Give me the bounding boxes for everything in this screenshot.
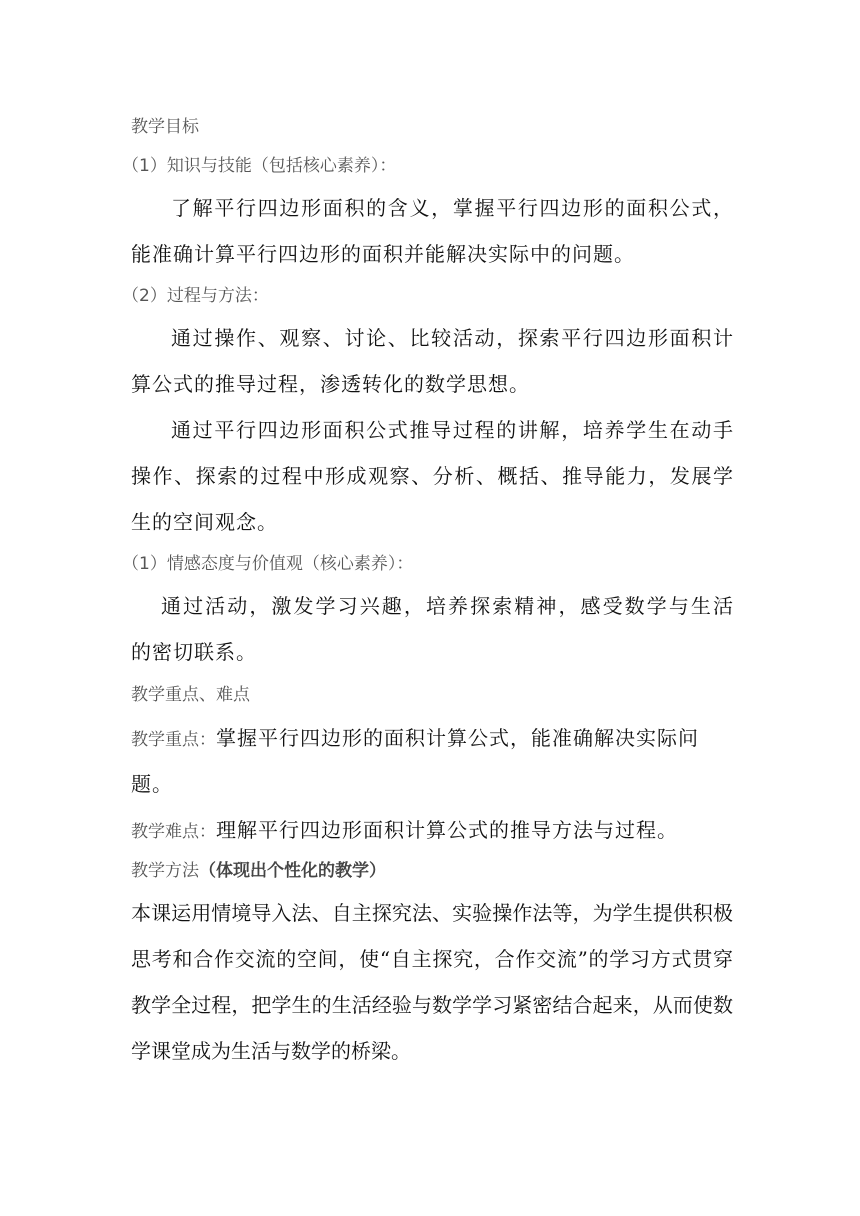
process-heading: （2）过程与方法：	[122, 286, 269, 306]
process-text-2-line-2: 操作、探索的过程中形成观察、分析、概括、推导能力，发展学	[131, 464, 733, 488]
methods-heading-note: （体现出个性化的教学）	[199, 861, 386, 881]
key-point-line-2: 题。	[131, 772, 173, 796]
methods-text-line-1: 本课运用情境导入法、自主探究法、实验操作法等，为学生提供积极	[131, 901, 733, 925]
emotion-text-line-1: 通过活动，激发学习兴趣，培养探索精神，感受数学与生活	[161, 594, 733, 618]
emotion-text-line-2: 的密切联系。	[131, 640, 257, 664]
process-text-1-line-1: 通过操作、观察、讨论、比较活动，探索平行四边形面积计	[171, 326, 733, 350]
process-text-1-line-2: 算公式的推导过程，渗透转化的数学思想。	[131, 372, 530, 396]
key-point-text: 掌握平行四边形的面积计算公式，能准确解决实际问	[216, 726, 699, 750]
objectives-heading: 教学目标	[131, 117, 199, 137]
process-text-2-line-1: 通过平行四边形面积公式推导过程的讲解，培养学生在动手	[171, 418, 733, 442]
difficulty-label: 教学难点：	[131, 822, 216, 842]
methods-heading-line	[131, 857, 733, 885]
difficulty-text: 理解平行四边形面积计算公式的推导方法与过程。	[216, 818, 678, 842]
emotion-heading: （1）情感态度与价值观（核心素养）：	[122, 554, 414, 574]
difficulty-line	[131, 813, 733, 847]
key-point-label: 教学重点：	[131, 730, 216, 750]
methods-text-line-3: 教学全过程，把学生的生活经验与数学学习紧密结合起来，从而使数	[131, 993, 733, 1017]
knowledge-text-line-1: 了解平行四边形面积的含义，掌握平行四边形的面积公式，	[171, 196, 733, 220]
process-text-2-line-3: 生的空间观念。	[131, 510, 278, 534]
document-content	[122, 113, 733, 1068]
key-point-line-1	[131, 721, 733, 755]
methods-text-line-4: 学课堂成为生活与数学的桥梁。	[131, 1039, 411, 1063]
knowledge-heading: （1）知识与技能（包括核心素养）：	[122, 156, 397, 176]
key-points-heading: 教学重点、难点	[131, 685, 250, 705]
methods-text-line-2: 思考和合作交流的空间，使“自主探究，合作交流”的学习方式贯穿	[131, 947, 733, 971]
methods-heading: 教学方法	[131, 861, 199, 881]
knowledge-text-line-2: 能准确计算平行四边形的面积并能解决实际中的问题。	[131, 242, 635, 266]
